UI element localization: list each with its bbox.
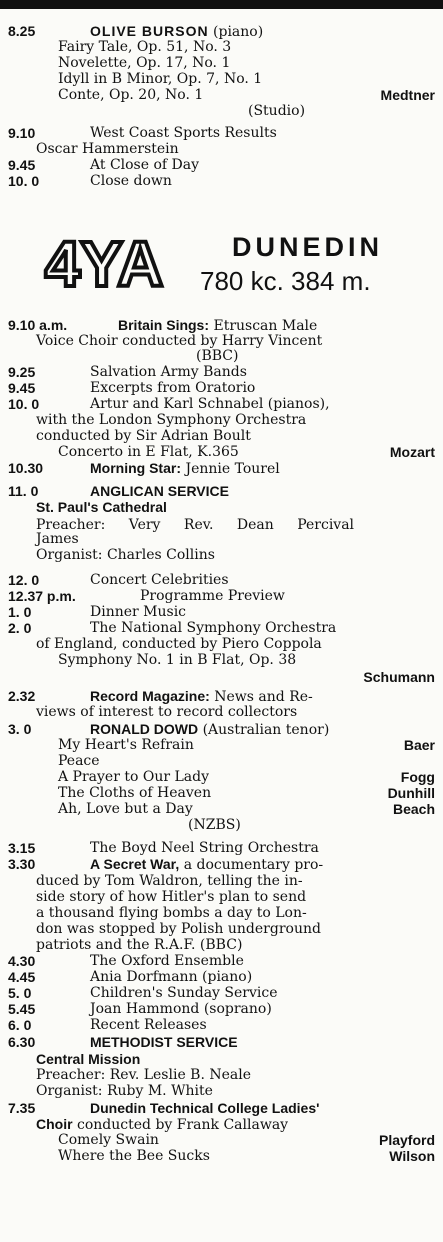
- time: 10. 0: [8, 396, 40, 412]
- time: 12. 0: [8, 572, 40, 588]
- time: 12.37 p.m.: [8, 588, 76, 604]
- time: 10. 0: [8, 173, 40, 189]
- program-text: Conte, Op. 20, No. 1: [58, 87, 204, 103]
- program-text: duced by Tom Waldron, telling the in-: [36, 873, 303, 889]
- program-text: The Oxford Ensemble: [90, 953, 244, 969]
- time: 11. 0: [8, 483, 39, 499]
- program-text: Organist: Charles Collins: [36, 547, 215, 563]
- program-text: The National Symphony Orchestra: [90, 620, 337, 636]
- service-heading: METHODIST SERVICE: [90, 1034, 238, 1050]
- song-title: Comely Swain: [58, 1132, 159, 1148]
- program-text: patriots and the R.A.F. (BBC): [36, 937, 243, 953]
- program-title: A Secret War,: [90, 856, 180, 872]
- program-text: Fairy Tale, Op. 51, No. 3: [58, 39, 232, 55]
- program-text: Etruscan Male: [213, 318, 318, 334]
- time: 10.30: [8, 460, 44, 476]
- time: 2. 0: [8, 620, 32, 636]
- time: 6. 0: [8, 1017, 32, 1033]
- time: 8.25: [8, 23, 36, 39]
- composer: Schumann: [363, 669, 435, 685]
- program-text: West Coast Sports Results: [90, 125, 277, 141]
- program-text: (Australian tenor): [202, 722, 330, 738]
- performer-name: OLIVE BURSON: [90, 23, 209, 39]
- program-text: with the London Symphony Orchestra: [36, 412, 307, 428]
- program-text: Jennie Tourel: [185, 461, 280, 477]
- composer: Medtner: [380, 87, 435, 103]
- time: 5.45: [8, 1001, 36, 1017]
- program-text: a thousand flying bombs a day to Lon-: [36, 905, 307, 921]
- program-text: Ania Dorfmann (piano): [90, 969, 253, 985]
- program-text: Close down: [90, 173, 172, 189]
- program-line: [0, 703, 443, 721]
- time: 7.35: [8, 1100, 36, 1116]
- program-text: Idyll in B Minor, Op. 7, No. 1: [58, 71, 263, 87]
- source-note: (Studio): [248, 103, 306, 119]
- program-text: The Boyd Neel String Orchestra: [90, 840, 319, 856]
- time: 4.45: [8, 969, 36, 985]
- program-line: [0, 546, 443, 564]
- program-line: [0, 1082, 443, 1100]
- time: 9.45: [8, 157, 36, 173]
- program-text: side story of how Hitler's plan to send: [36, 889, 307, 905]
- performer-name: RONALD DOWD: [90, 721, 199, 737]
- composer: Playford: [378, 1132, 435, 1148]
- program-line: [0, 102, 443, 120]
- song-title: A Prayer to Our Lady: [58, 769, 210, 785]
- program-text: Recent Releases: [90, 1017, 207, 1033]
- program-text: Organist: Ruby M. White: [36, 1083, 213, 1099]
- program-line: [0, 1033, 443, 1051]
- program-text: Oscar Hammerstein: [36, 141, 179, 157]
- song-title: Ah, Love but a Day: [58, 801, 193, 817]
- program-text: Salvation Army Bands: [90, 364, 247, 380]
- program-line: [0, 1016, 443, 1034]
- composer: Beach: [392, 801, 435, 817]
- program-line: [0, 855, 443, 873]
- program-line: [0, 816, 443, 834]
- time: 1. 0: [8, 604, 32, 620]
- composer: Wilson: [389, 1148, 435, 1164]
- program-line: [0, 459, 443, 477]
- program-title: Britain Sings:: [118, 317, 210, 333]
- program-text: Children's Sunday Service: [90, 985, 278, 1001]
- program-text: of England, conducted by Piero Coppola: [36, 636, 322, 652]
- program-text: Excerpts from Oratorio: [90, 380, 256, 396]
- composer: Fogg: [400, 769, 435, 785]
- station-call-sign: 4YA: [44, 230, 164, 292]
- time: 9.10: [8, 125, 36, 141]
- venue: St. Paul's Cathedral: [36, 499, 167, 515]
- time: 9.10 a.m.: [8, 317, 68, 333]
- program-text: Dinner Music: [90, 604, 187, 620]
- program-text: Symphony No. 1 in B Flat, Op. 38: [58, 652, 297, 668]
- time: 4.30: [8, 953, 36, 969]
- choir-name: Dunedin Technical College Ladies': [90, 1100, 320, 1116]
- program-text: conducted by Frank Callaway: [77, 1117, 289, 1133]
- station-frequency: 780 kc. 384 m.: [200, 266, 371, 296]
- program-text: James: [36, 531, 79, 547]
- source-note: (BBC): [196, 348, 239, 364]
- top-rule: [0, 0, 443, 9]
- time: 5. 0: [8, 985, 32, 1001]
- program-text: Joan Hammond (soprano): [90, 1001, 272, 1017]
- program-text: Novelette, Op. 17, No. 1: [58, 55, 231, 71]
- program-line: [0, 1147, 443, 1165]
- program-text: views of interest to record collectors: [36, 704, 298, 720]
- composer: Dunhill: [387, 785, 435, 801]
- program-line: [0, 498, 443, 516]
- station-logo-4ya: [22, 230, 187, 292]
- choir-name: Choir: [36, 1116, 73, 1132]
- time: 3.30: [8, 856, 36, 872]
- song-title: The Cloths of Heaven: [58, 785, 212, 801]
- time: 3. 0: [8, 721, 32, 737]
- venue: Central Mission: [36, 1051, 141, 1067]
- program-text: Programme Preview: [140, 588, 285, 604]
- program-text: News and Re-: [214, 689, 313, 705]
- program-text: Preacher: Very Rev. Dean Percival: [36, 517, 355, 533]
- song-title: Where the Bee Sucks: [58, 1148, 210, 1164]
- song-title: Peace: [58, 753, 100, 769]
- composer: Mozart: [389, 444, 435, 460]
- program-text: At Close of Day: [90, 157, 200, 173]
- program-text: a documentary pro-: [183, 857, 324, 873]
- composer: Baer: [403, 737, 435, 753]
- program-text: Concert Celebrities: [90, 572, 229, 588]
- service-heading: ANGLICAN SERVICE: [90, 483, 229, 499]
- program-text: Artur and Karl Schnabel (pianos),: [90, 396, 330, 412]
- time: 9.25: [8, 364, 36, 380]
- time: 6.30: [8, 1034, 36, 1050]
- program-line: [0, 651, 443, 669]
- program-text: Voice Choir conducted by Harry Vincent: [36, 333, 323, 349]
- program-line: [0, 668, 443, 686]
- time: 9.45: [8, 380, 36, 396]
- time: 2.32: [8, 688, 36, 704]
- instrument-note: (piano): [213, 24, 264, 40]
- program-title: Morning Star:: [90, 460, 181, 476]
- station-name: DUNEDIN: [232, 232, 384, 262]
- song-title: My Heart's Refrain: [58, 737, 194, 753]
- time: 3.15: [8, 840, 36, 856]
- program-text: conducted by Sir Adrian Boult: [36, 428, 251, 444]
- source-note: (NZBS): [188, 817, 241, 833]
- program-text: Concerto in E Flat, K.365: [58, 444, 239, 460]
- program-text: Preacher: Rev. Leslie B. Neale: [36, 1067, 252, 1083]
- program-text: don was stopped by Polish underground: [36, 921, 321, 937]
- program-line: [0, 172, 443, 190]
- program-title: Record Magazine:: [90, 688, 210, 704]
